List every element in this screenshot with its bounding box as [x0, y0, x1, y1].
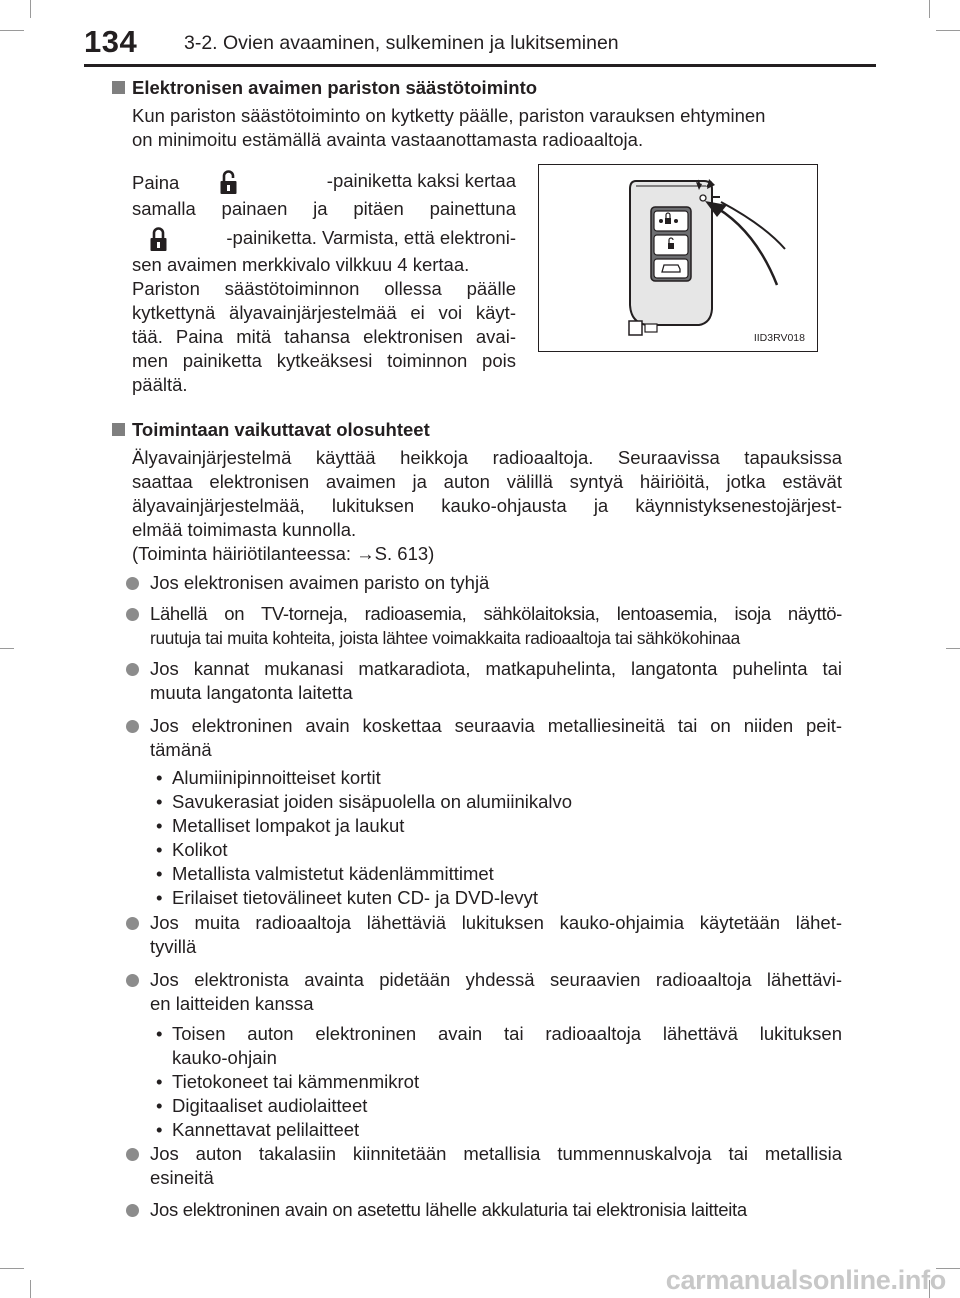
- bullet-text: Jos elektroninen avain koskettaa seuraavia metalliesineitä tai on niiden peit-: [150, 715, 842, 736]
- paragraph-line: Älyavainjärjestelmä käyttää heikkoja radioaaltoja. Seuraavissa tapauksissa: [132, 447, 842, 468]
- sub-list-item: • Kolikot: [156, 839, 228, 860]
- paragraph-line: saattaa elektronisen avaimen ja auton välillä syntyä häiriöitä, jotka estävät: [132, 471, 842, 492]
- bullet-dot-icon: [126, 917, 139, 930]
- square-bullet-icon: [112, 81, 125, 94]
- crop-mark: [946, 648, 960, 649]
- header-rule: [84, 64, 876, 67]
- bullet-text: Jos auton takalasiin kiinnitetään metallisia tummennuskalvoja tai metallisia: [150, 1143, 842, 1164]
- figure-caption: IID3RV018: [753, 332, 805, 344]
- crop-mark: [0, 1268, 24, 1269]
- bullet-dot-icon: [126, 1204, 139, 1217]
- sub-list-item: • Metallista valmistetut kädenlämmittimet: [156, 863, 494, 884]
- key-fob-illustration: [539, 165, 817, 351]
- paragraph-line: Kun pariston säästötoiminto on kytketty päälle, pariston varauksen ehtyminen: [132, 105, 766, 126]
- bullet-text: en laitteiden kanssa: [150, 993, 314, 1014]
- lock-icon: [184, 169, 272, 195]
- bullet-dot-icon: [126, 608, 139, 621]
- crop-mark: [0, 648, 14, 649]
- sub-list-item: • Erilaiset tietovälineet kuten CD- ja DVD-levyt: [156, 887, 539, 908]
- bullet-text: esineitä: [150, 1167, 214, 1188]
- instruction-line: samalla painaen ja pitäen painettuna: [132, 198, 516, 219]
- bullet-dot-icon: [126, 974, 139, 987]
- section-heading: Toimintaan vaikuttavat olosuhteet: [112, 419, 430, 441]
- bullet-text: tämänä: [150, 739, 212, 760]
- sub-list-item: • Toisen auton elektroninen avain tai radioaaltoja lähettävä lukituksen: [156, 1023, 842, 1044]
- page-number: 134: [84, 24, 138, 59]
- bullet-dot-icon: [126, 577, 139, 590]
- sub-list-item: • Alumiinipinnoitteiset kortit: [156, 767, 381, 788]
- sub-list-item: • Digitaaliset audiolaitteet: [156, 1095, 368, 1116]
- bullet-text: ruutuja tai muita kohteita, joista lähtee voimakkaita radioaaltoja tai sähkökohinaa: [150, 628, 740, 648]
- crop-mark: [30, 1280, 31, 1298]
- instruction-line: tää. Paina mitä tahansa elektronisen avai-: [132, 326, 516, 347]
- bullet-text: Jos elektroninen avain on asetettu lähelle akkulaturia tai elektronisia laitteita: [150, 1199, 747, 1220]
- bullet-text: tyvillä: [150, 936, 197, 957]
- bullet-text: Jos elektronisen avaimen paristo on tyhjä: [150, 572, 490, 593]
- instruction-line: -painiketta. Varmista, että elektroni-: [150, 226, 516, 252]
- paragraph-line: (Toiminta häiriötilanteessa: →S. 613): [132, 543, 435, 564]
- instruction-line: kytkettynä älyavainjärjestelmää ei voi käyt-: [132, 302, 516, 323]
- instruction-line: Paina -painiketta kaksi kertaa: [132, 170, 516, 193]
- crop-mark: [936, 30, 960, 31]
- bullet-text: Jos kannat mukanasi matkaradiota, matkapuhelinta, langatonta puhelinta tai: [150, 658, 842, 679]
- instruction-line: sen avaimen merkkivalo vilkkuu 4 kertaa.: [132, 254, 470, 275]
- bullet-text: Jos muita radioaaltoja lähettäviä lukituksen kauko-ohjaimia käytetään lähet-: [150, 912, 842, 933]
- bullet-dot-icon: [126, 720, 139, 733]
- sub-list-item: • Tietokoneet tai kämmenmikrot: [156, 1071, 420, 1092]
- bullet-text: muuta langatonta laitetta: [150, 682, 353, 703]
- bullet-text: Jos elektronista avainta pidetään yhdessä seuraavien radioaaltoja lähettävi-: [150, 969, 842, 990]
- crop-mark: [30, 0, 31, 18]
- paragraph-line: on minimoitu estämällä avainta vastaanottamasta radioaaltoja.: [132, 129, 644, 150]
- paragraph-line: älyavainjärjestelmää, lukituksen kauko-ohjausta ja käynnistyksenestojärjest-: [132, 495, 842, 516]
- crop-mark: [929, 0, 930, 18]
- instruction-line: men painiketta kytkeäksesi toiminnon pois: [132, 350, 516, 371]
- sub-list-item: • Kannettavat pelilaitteet: [156, 1119, 360, 1140]
- crop-mark: [0, 30, 24, 31]
- sub-list-item: • Metalliset lompakot ja laukut: [156, 815, 405, 836]
- bullet-dot-icon: [126, 1148, 139, 1161]
- bullet-text: Lähellä on TV-torneja, radioasemia, sähkölaitoksia, lentoasemia, isoja näyttö-: [150, 603, 842, 624]
- instruction-line: päältä.: [132, 374, 188, 395]
- lock-icon: [150, 226, 180, 252]
- watermark: carmanualsonline.info: [665, 1265, 946, 1295]
- sub-list-item-continued: kauko-ohjain: [172, 1047, 277, 1068]
- sub-list-item: • Savukerasiat joiden sisäpuolella on alumiinikalvo: [156, 791, 573, 812]
- chapter-title: 3-2. Ovien avaaminen, sulkeminen ja lukitseminen: [184, 32, 619, 54]
- instruction-line: Pariston säästötoiminnon ollessa päälle: [132, 278, 516, 299]
- bullet-dot-icon: [126, 663, 139, 676]
- paragraph-line: elmää toimimasta kunnolla.: [132, 519, 357, 540]
- key-fob-figure: [538, 164, 818, 352]
- section-heading: Elektronisen avaimen pariston säästötoiminto: [112, 77, 537, 99]
- square-bullet-icon: [112, 423, 125, 436]
